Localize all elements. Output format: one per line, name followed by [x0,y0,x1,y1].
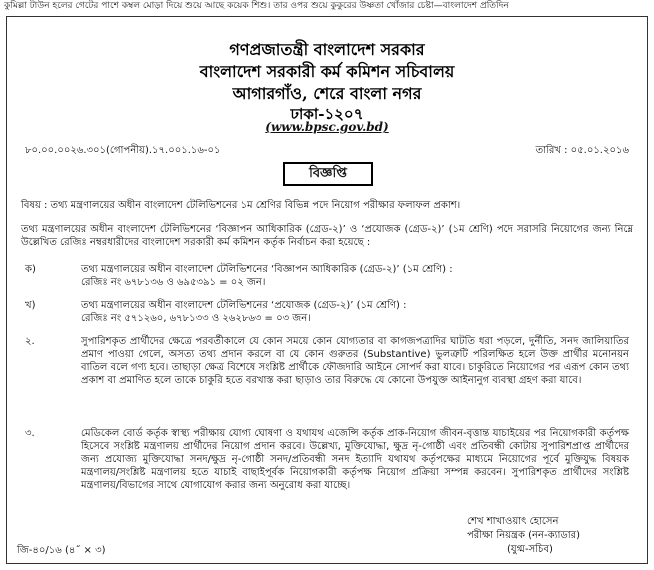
clause-marker: ২. [25,336,35,347]
item-registrations: রেজিঃ নং ৫৭১২৬০, ৬৭৮১৩৩ ও ২৬২৮৬৩ = ০৩ জন। [81,313,311,324]
subject-line: বিষয় : তথ্য মন্ত্রণালয়ের অধীন বাংলাদেশ টেলিভিশনের ১ম শ্রেণির বিভিন্ন পদে নিয়োগ পরীক্ষার ফলাফল প্রকাশ। [21,200,461,211]
clause-marker: ৩. [25,428,35,439]
header-address: আগারগাঁও, শেরে বাংলা নগর [232,84,422,103]
list-item [81,263,629,289]
item-registrations: রেজিঃ নং ৬৭৮১৩৬ ও ৬৯৫৩৯১ = ০২ জন। [81,277,266,288]
government-notice [6,16,648,564]
signatory-designation: পরীক্ষা নিয়ন্ত্রক (নন-ক্যাডার) [467,530,581,541]
notice-date: তারিখ : ০৫.০১.২০১৬ [535,145,629,156]
item-marker: ক) [25,264,36,275]
notice-title: বিজ্ঞপ্তি [283,162,373,186]
item-post: তথ্য মন্ত্রণালয়ের অধীন বাংলাদেশ টেলিভিশনের ‘বিজ্ঞাপন আধিকারিক (গ্রেড-২)’ (১ম শ্রেণি) : [81,264,453,275]
item-marker: খ) [25,300,36,311]
signatory-rank: (যুগ্ম-সচিব) [507,544,553,555]
signatory-name: শেখ শাখাওয়াৎ হোসেন [467,516,559,527]
header-city: ঢাকা-১২০৭ [290,105,364,123]
intro-paragraph: তথ্য মন্ত্রণালয়ের অধীন বাংলাদেশ টেলিভিশনের ‘বিজ্ঞাপন আধিকারিক (গ্রেড-২)’ ও ‘প্রযোজক (গ্রেড-২)’ (১ম শ্রেণি) পদে সরাসরি নিয়োগের জন্য নিম্নে উল্লেখিত রেজিঃ নম্বরধারীদের বাংলাদেশ সরকারী কর্ম কমিশন কর্তৃক নির্বাচন করা হয়েছে : [21,224,633,248]
website-link[interactable]: (www.bpsc.gov.bd) [265,120,389,134]
ad-reference: জি-৪০/১৬ (৪˝ × ৩) [17,545,106,556]
item-post: তথ্য মন্ত্রণালয়ের অধীন বাংলাদেশ টেলিভিশনের ‘প্রযোজক (গ্রেড-২)’ (১ম শ্রেণি) : [81,300,407,311]
clause-2-text: সুপারিশকৃত প্রার্থীদের ক্ষেত্রে পরবর্তীকালে যে কোন সময়ে কোন যোগ্যতার বা কাগজপত্রাদির ঘাটতি ধরা পড়লে, দুর্নীতি, সনদ জালিয়াতির প্রমাণ পাওয়া গেলে, অসত্য তথ্য প্রদান করলে বা যে কোন গুরুতর (Substantive) ভুলত্রুটি পরিলক্ষিত হলে উক্ত প্রার্থীর মনোনয়ন বাতিল বলে গণ্য হবে। তাছাড়া ক্ষেত্র বিশেষে সংশ্লিষ্ট প্রার্থীকে ফৌজদারি আইনে সোপর্দ করা যাবে। চাকুরিতে নিয়োগের পর এরূপ কোন তথ্য প্রকাশ বা প্রমাণিত হলে তাকে চাকুরি হতে বরখাস্ত করা ছাড়াও তার বিরুদ্ধে যে কোনো উপযুক্ত আইনানুগ ব্যবস্থা গ্রহণ করা যাবে। [81,336,629,386]
header-government: গণপ্রজাতন্ত্রী বাংলাদেশ সরকার [229,40,425,59]
list-item [81,299,629,325]
newspaper-caption-strip: কুমিল্লা টাউন হলের গেটের পাশে কম্বল মোড়া দিয়ে শুয়ে আছে কয়েক শিশু। তার ওপর শুয়ে কুকুরের উষ্ণতা খোঁজার চেষ্টা—বাংলাদেশ প্রতিদিন [4,1,509,11]
memo-number: ৮০.০০.০০২৬.৩০১(গোপনীয়).১৭.০০১.১৬-০১ [25,145,221,156]
header-commission: বাংলাদেশ সরকারী কর্ম কমিশন সচিবালয় [199,62,455,81]
clause-3-text: মেডিকেল বোর্ড কর্তৃক স্বাস্থ্য পরীক্ষায় যোগ্য ঘোষণা ও যথাযথ এজেন্সি কর্তৃক প্রাক-নিয়োগ জীবন-বৃত্তান্ত যাচাইয়ের পর নিয়োগকারী কর্তৃপক্ষ হিসেবে সংশ্লিষ্ট মন্ত্রণালয় প্রার্থীদের নিয়োগ প্রদান করবে। উল্লেখ্য, মুক্তিযোদ্ধা, ক্ষুদ্র নৃ-গোষ্ঠী এবং প্রতিবন্ধী কোটায় সুপারিশপ্রাপ্ত প্রার্থীদের জন্য প্রযোজ্য মুক্তিযোদ্ধা সনদ/ক্ষুদ্র নৃ-গোষ্ঠী সনদ/প্রতিবন্ধী সনদ ইত্যাদি যথাযথ কর্তৃপক্ষের মাধ্যমে নিয়োগের পূর্বে মুক্তিযুদ্ধ বিষয়ক মন্ত্রণালয়/সংশ্লিষ্ট মন্ত্রণালয় হতে যাচাই বাছাইপূর্বক নিয়োগকারী কর্তৃপক্ষ নিয়োগ প্রক্রিয়া সম্পন্ন করবেন। সুপারিশকৃত প্রার্থীদের সংশ্লিষ্ট মন্ত্রণালয়/বিভাগের সাথে যোগাযোগ করার জন্য অনুরোধ করা যাচ্ছে। [81,428,629,491]
